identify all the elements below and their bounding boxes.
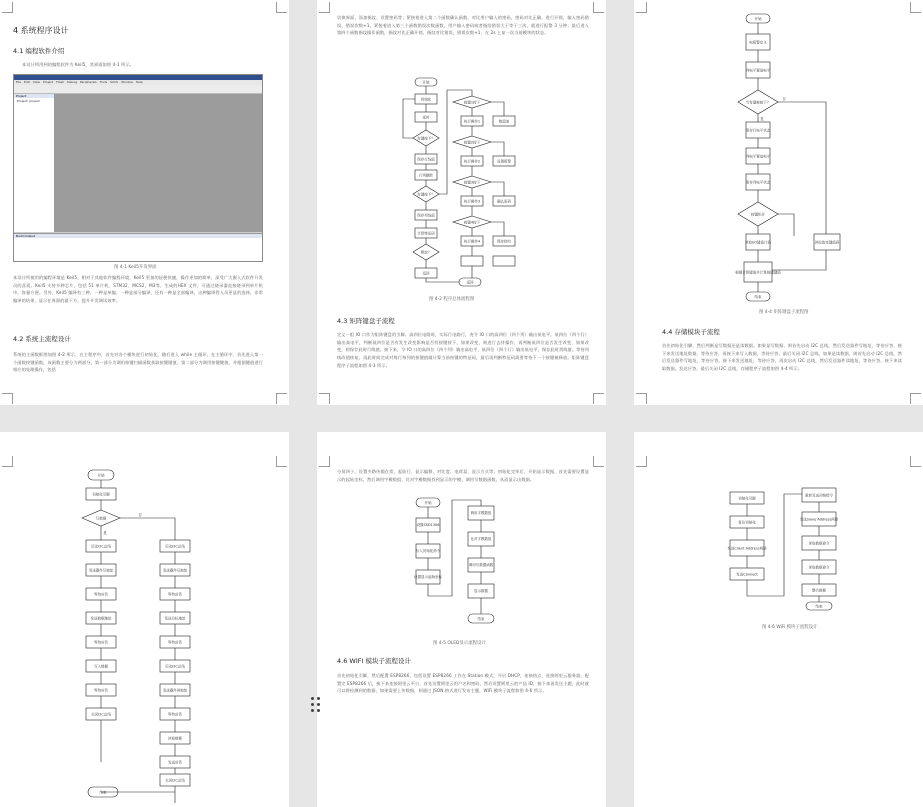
flow-node-end: 结束 [815, 604, 823, 609]
crop-mark [319, 2, 330, 13]
flowchart-main [387, 74, 537, 290]
build-output-title: Build Output [14, 234, 262, 238]
flow-node: 确认密码 [497, 199, 511, 204]
flow-node: 调用字模数组 [470, 511, 492, 515]
ide-toolbar [14, 85, 262, 94]
flow-node-start: 开始 [422, 80, 430, 85]
flow-node: 整合数据 [812, 588, 826, 593]
paragraph: 系统的主函数框图如图 4-2 所示。在主程序中，首先对各个模块进行初始化，随后进入 while 主循环，在主循环中，首先进入第一个函数按键函数，该函数主要分为两部分，第一部分为调用按键扫描函数获取按键键值，第二部分为调用按键键值，并根据键值进行相应的处理操作，包括 [13, 352, 263, 373]
section-heading: 4.2 系统主流程设计 [13, 335, 71, 343]
flow-node: 发送应答 [168, 760, 182, 765]
flow-node: 列电平置低电平 [745, 68, 771, 73]
flowchart-storage [80, 468, 210, 806]
keil-ide-screenshot [13, 74, 263, 262]
crop-mark [636, 2, 647, 13]
flow-node: 电报警定义 [749, 40, 767, 45]
flow-node: 关闭I2C总线 [165, 778, 185, 783]
flow-node: 初始化引脚 [738, 496, 756, 501]
menu-item-help[interactable]: Help [135, 80, 143, 84]
flow-node: 执行操作4 [463, 239, 481, 244]
flow-node: 关闭I2C总线 [91, 712, 111, 717]
flow-node: 等待应答 [168, 712, 182, 717]
flow-node: 发送器件写地址 [88, 568, 114, 573]
flow-node: 发送目标地址 [164, 616, 186, 621]
paragraph: 首先初始化引脚，然后配置 ESP8266，包括设置 ESP8266 工作在 Station 模式，开启 DHCP，连接热点，连接阿里云服务器，配置完 ESP8266 后，接下来连接阿里云平台，首先设置阿里云用户名和密码，然后设置阿里云的产品 ID，接下来再发送主题，此时就可以将检测到的数据，如果需要上传数据，则通过 JSON 格式进行发布主题，WiFi 模块子流程如图 4-6 所示。 [337, 673, 589, 694]
crop-mark [636, 456, 647, 467]
flow-node: 根据计算键值并计算按键键值 [735, 270, 781, 275]
menu-item-file[interactable]: File [16, 80, 22, 84]
flow-node: 执行操作1 [463, 119, 481, 124]
figure-caption: 图 4-5 OLED显示流程设计 [433, 641, 486, 646]
flow-node: 发送器件写地址 [162, 568, 188, 573]
flow-node: 重新发送初始指令 [805, 493, 833, 498]
crop-mark [319, 456, 330, 467]
flow-node-end: 结束 [477, 617, 485, 621]
flow-edge-label: 否 [782, 97, 786, 101]
flow-decision: 当有键被按下？ [745, 100, 771, 105]
flow-decision: 有键按下？ [417, 192, 435, 197]
flow-node: 读取改变键值码 [814, 240, 840, 245]
flow-node: 保存列线值 [417, 213, 435, 218]
flowchart-keypad [714, 10, 854, 302]
flow-node: 行列翻转 [419, 173, 433, 178]
document-page-4 [0, 432, 289, 807]
flow-node: 启动I2C总线 [91, 544, 111, 549]
crop-mark [910, 456, 921, 467]
document-page-3 [634, 0, 923, 405]
flow-node: 返回 [422, 271, 430, 276]
chapter-heading: 4 系统程序设计 [13, 26, 69, 35]
flow-node: 读取数据 [168, 736, 182, 741]
flow-node: 调用写数据函数 [468, 563, 494, 567]
flow-node: 保存行电平状态 [745, 128, 771, 133]
flow-decision: 释放？ [420, 250, 432, 255]
flow-node: 延时 [422, 115, 430, 120]
crop-mark [276, 456, 287, 467]
build-output-panel[interactable] [14, 233, 262, 261]
flow-node: 计算特征码 [417, 231, 435, 236]
flow-decision: 按键2按下 [463, 140, 481, 145]
flow-node-end: 返回 [466, 280, 474, 285]
flow-node: 保存指纹 [497, 239, 511, 244]
flow-decision: 按键4按下 [463, 220, 481, 225]
flow-node-start: 开始 [754, 17, 762, 21]
flow-node: 等待应答 [168, 592, 182, 597]
flow-node: 等待应答 [94, 640, 108, 645]
flow-decision: 按键1按下 [463, 100, 481, 105]
flow-node: 写入初始化命令 [415, 549, 441, 553]
flow-node: 保存行线值 [417, 157, 435, 162]
flow-node: 等待应答 [94, 688, 108, 693]
section-heading: 4.4 存储模块子流程 [662, 328, 720, 336]
flow-node: 发送Slave Address两路 [799, 517, 839, 522]
document-page-5 [317, 432, 606, 807]
project-panel-title: Project [14, 94, 54, 98]
flow-node-start: 开始 [424, 501, 432, 505]
crop-mark [276, 393, 287, 404]
editor-area [55, 94, 262, 232]
flow-node: 设置报警 [497, 159, 511, 164]
flow-node: 执行操作2 [463, 159, 481, 164]
flow-node: 读取数据命令 [808, 565, 830, 570]
flow-node: 启动I2C总线 [165, 544, 185, 549]
paragraph: 定义一组 IO 口作为矩阵键盘的引脚。高四位电路时，实际行电路行，充令 IO 口的高四位（四个列）输出低电平，低四位（四个行）输出高电平，判断低四位是否有发生改变影响是否有按键按下，如果改变，则进行去抖操作，再判断低四位是否发生改变，如果改变，则保存此时行线值；接下来，令 IO 口的高四位（四个列）输出高电平，低四位（四个行）输出低电平，保存此时列线值。等待列线改值恢复，再此时间完成对每行每列的按键值做计算当前按键的特征码，最后再判断特征码需要等待下一个按键被释放，矩阵键盘程序子流程如图 4-3 所示。 [337, 332, 589, 368]
flow-node: 发送Client Address两路 [727, 546, 767, 551]
paragraph: 分屏四子。设置多路传输在常，起始行、显示偏移、对比度、电荷泵、显示方式等；初始化完毕后，开始显示数据，首先需要设置显示的起始坐标，然后调用字模数组，比对字模数据找到显示的字模，调用写数据函数，从而显示出数据。 [337, 469, 589, 482]
flow-decision: 按键3按下 [463, 180, 481, 185]
project-tree-item[interactable]: Project: project [17, 99, 40, 103]
crop-mark [276, 2, 287, 13]
crop-mark [593, 2, 604, 13]
flow-node: 执行操作3 [463, 199, 481, 204]
document-page-6 [634, 432, 923, 807]
crop-mark [636, 393, 647, 404]
flow-node: 读取数据命令 [808, 541, 830, 546]
flow-edge-label: 否 [138, 513, 142, 517]
flow-decision: 有键按下？ [417, 136, 435, 141]
flow-decision: 写数据 [95, 516, 107, 521]
project-panel[interactable] [14, 94, 55, 232]
crop-mark [593, 456, 604, 467]
flow-node: 发送数据地址 [90, 616, 112, 621]
menu-item-debug[interactable]: Debug [67, 80, 77, 84]
document-page-1 [0, 0, 289, 405]
crop-mark [2, 393, 13, 404]
paragraph: 本设计所用到的编程软件为 Keil5，其界面如图 4-1 所示。 [22, 62, 135, 67]
figure-caption: 图 4-6 WiFi 模块子流程设计 [762, 625, 818, 630]
flow-edge-label: 是 [760, 117, 764, 121]
flow-node: 等待应答 [94, 592, 108, 597]
flow-node: 初始化引脚 [92, 492, 110, 497]
flow-node: 发送器件读地址 [162, 688, 188, 693]
flow-node: 等待应答 [168, 640, 182, 645]
menu-item-window[interactable]: Window [121, 80, 133, 84]
menu-item-edit[interactable]: Edit [24, 80, 30, 84]
menu-item-tools[interactable]: Tools [99, 80, 108, 84]
section-heading: 4.6 WIFI 模块子流程设计 [337, 657, 411, 665]
section-heading: 4.3 矩阵键盘子流程 [337, 317, 395, 325]
figure-caption: 图 4-1 Keil5开发界面 [114, 265, 157, 270]
flow-node: 读取I/O键值计码 [745, 240, 771, 245]
crop-mark [593, 393, 604, 404]
flow-node: 发送Connect [736, 572, 758, 577]
flow-node: 数值加 [498, 119, 510, 124]
crop-mark [319, 393, 330, 404]
crop-mark [910, 393, 921, 404]
menu-item-project[interactable]: Project [42, 80, 54, 84]
flow-node: 启动I2C总线 [165, 664, 185, 669]
figure-caption: 图 4-2 程序总体流程图 [429, 297, 475, 302]
flow-node: 显示数据 [474, 589, 488, 593]
paragraph: 切换界面、添加指纹、设置密码等；紧接着进入第二个函数确认函数，对比用户输入的密码，密码对比正确，进行开锁，输入密码错误，错误次数+1，紧接着进入第三个函数错误次数函数，用户输入密码或者指纹错误大于等于三次，就进行报警 3 分钟；最后进入第四个函数指纹操作函数，指纹对比正确开锁，指纹对比错误，错误次数+1，在 2s 上复一次当前模块的状态。 [337, 15, 589, 36]
flow-node: 列电平置低电平 [745, 154, 771, 159]
paragraph: 首先初始化引脚，然后判断是写数据还是读数据。如果是写数据，则首先启动 I2C 总线，然后发送器件写地址，等待应答，接下来发送地址数据，等待应答，再接下来写入数据，等待应答，最后关闭 I2C 总线。如果是读数据，则首先启动 I2C 总线，然后发送器件写地址，等待应答，接下来发送地址，等待应答，再次启动 I2C 总线，然后发送器件读地址，等待应答，接下来读取数据，发送应答，最后关闭 I2C 总线，存储程序子流程如图 4-4 所示。 [662, 343, 902, 372]
flow-node: 初始化 [420, 97, 432, 102]
flow-node: 复位初始化 [738, 520, 756, 525]
section-heading: 4.1 编程软件介绍 [13, 47, 65, 55]
paragraph: 本设计所使用的编程环境是 Keil5，相对于其他软件编程环境，Keil5 更加的轻便快捷，操作更加的简单，深受广大嵌入式软件开发员的喜爱。Keil5 支持多种芯片，包括 51 单片机、STM32、MCS2、M3等，生成的HEX 文件，可通过烧录器直接烧录到单片机中。容量方便。另外，Keil5 编译有三种，一种是单编，一种是部分编译，还有一种是全部编译，这种编译管入员更是的选择，非常编译的结果，显示在界面的最下方，提升开发调试效率。 [13, 275, 263, 304]
menu-item-svcs[interactable]: SVCS [110, 80, 119, 84]
flow-node: 写入数据 [94, 664, 108, 669]
menu-item-view[interactable]: View [32, 80, 40, 84]
flow-node-end: 结束 [99, 790, 107, 795]
crop-mark [2, 456, 13, 467]
document-page-2 [317, 0, 606, 405]
figure-caption: 图 4-4 矩阵键盘子流程图 [759, 310, 809, 315]
flow-node: 设置SSD1306 [416, 523, 440, 527]
flow-node: 保存列电平状态 [745, 180, 771, 185]
drag-handle-icon[interactable] [311, 697, 321, 713]
flow-decision: 按键松开 [751, 212, 765, 217]
menu-item-peripherals[interactable]: Peripherals [79, 80, 97, 84]
flow-edge-label: 是 [103, 531, 107, 535]
flow-node-start: 开始 [97, 473, 105, 478]
flowchart-oled [412, 496, 522, 636]
flow-node: 比对字模数组 [470, 537, 492, 541]
flow-node-end: 结束 [754, 295, 762, 299]
crop-mark [2, 2, 13, 13]
flow-node: 设置显示起始坐标 [414, 575, 442, 579]
flowchart-wifi [726, 486, 856, 616]
crop-mark [910, 2, 921, 13]
menu-item-flash[interactable]: Flash [56, 80, 65, 84]
